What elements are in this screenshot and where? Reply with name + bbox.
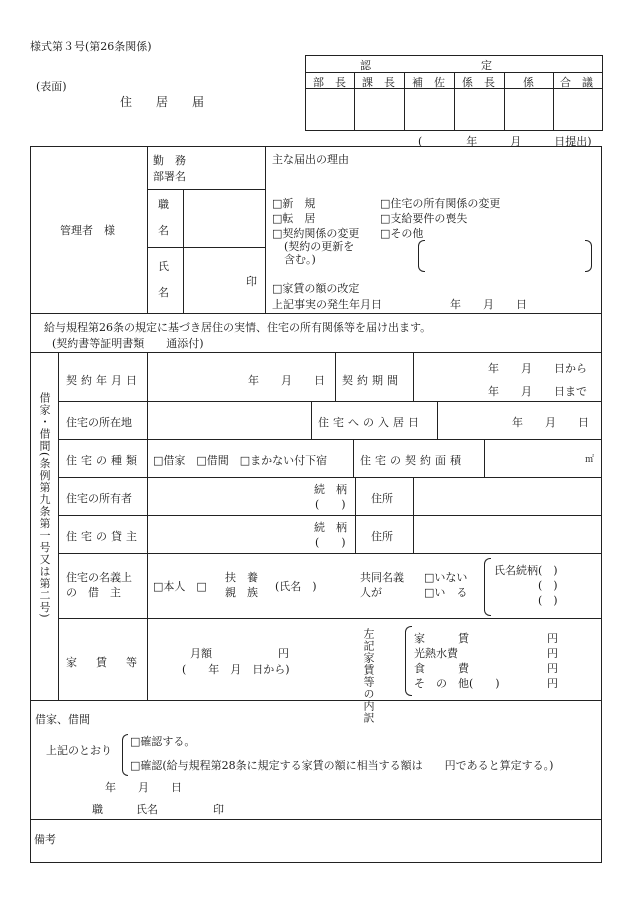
other-bracket-left — [418, 240, 425, 272]
dept-label: 勤 務 部署名 — [153, 154, 186, 183]
front-side-label: (表面) — [36, 80, 67, 93]
owner-address-label: 住所 — [371, 492, 393, 505]
movein-date: 年 月 日 — [512, 416, 589, 429]
lender-relation-label: 続 柄 — [314, 521, 347, 534]
approval-option-calc[interactable]: □確認(給与規程第28条に規定する家賃の額に相当する額は 円であると算定する。) — [130, 759, 554, 772]
approval-col-bucho: 部 長 — [313, 76, 346, 89]
type-label: 住宅の種類 — [66, 454, 141, 467]
rent-item-other: そ の 他( ) — [414, 677, 500, 690]
approval-heading: 認 定 — [360, 59, 492, 72]
form-number: 様式第３号(第26条関係) — [30, 40, 152, 53]
location-label: 住宅の所在地 — [66, 416, 132, 429]
reason-ownership-change[interactable]: □住宅の所有関係の変更 — [380, 197, 501, 210]
reason-loss-eligibility[interactable]: □支給要件の喪失 — [380, 212, 468, 225]
approval-option-confirm[interactable]: □確認する。 — [130, 735, 196, 748]
side-label: 借家・借間(条例第九条第一号又は第二号) — [38, 392, 51, 619]
reason-move[interactable]: □転 居 — [272, 212, 316, 225]
reason-heading: 主な届出の理由 — [272, 153, 349, 166]
period-to: 年 月 日まで — [488, 385, 587, 398]
page-title: 住 居 届 — [120, 95, 205, 109]
manager-label: 管理者 様 — [60, 224, 115, 237]
nominee-family: 扶 養 親 族 — [225, 571, 258, 599]
rent-yen-3: 円 — [547, 662, 558, 675]
name-label: 氏 名 — [158, 260, 169, 299]
owner-label: 住宅の所有者 — [66, 492, 132, 505]
lender-label: 住宅の貸主 — [66, 530, 141, 543]
seal-mark: 印 — [246, 275, 257, 288]
joint-options[interactable]: □いない □い る — [424, 571, 468, 599]
area-label: 住宅の契約面積 — [360, 454, 465, 467]
contract-date-label: 契約年月日 — [66, 374, 141, 387]
area-unit: ㎡ — [585, 455, 595, 465]
period-from: 年 月 日から — [488, 362, 587, 375]
approval-signer: 職 氏名 印 — [92, 803, 224, 816]
joint-names: 氏名続柄( ) ( ) ( ) — [494, 564, 558, 607]
owner-relation-value: ( ) — [315, 498, 346, 511]
rent-monthly: 月額 円 — [190, 647, 289, 660]
reason-contract-note2: 含む。) — [284, 253, 316, 266]
rent-yen-2: 円 — [547, 647, 558, 660]
nominee-self[interactable]: □本人 □ — [153, 580, 207, 593]
owner-relation-label: 続 柄 — [314, 483, 347, 496]
reason-new[interactable]: □新 規 — [272, 197, 316, 210]
rent-item-meals: 食 費 — [414, 662, 469, 675]
nominee-name: (氏名 ) — [275, 580, 317, 593]
occurrence-date-label: 上記事実の発生年月日 — [272, 298, 382, 311]
approval-date: 年 月 日 — [105, 781, 182, 794]
reason-rent-change[interactable]: □家賃の額の改定 — [272, 282, 360, 295]
position-label: 職 名 — [158, 198, 169, 237]
rent-from: ( 年 月 日から) — [182, 663, 290, 676]
lender-relation-value: ( ) — [315, 536, 346, 549]
rent-breakdown-label: 左記家賃等の内訳 — [362, 628, 375, 724]
movein-label: 住宅への入居日 — [318, 416, 423, 429]
remarks-label: 備考 — [34, 833, 56, 846]
approval-col-kacho: 課 長 — [362, 76, 395, 89]
rent-label: 家 賃 等 — [66, 656, 141, 669]
rent-item-utilities: 光熱水費 — [414, 647, 458, 660]
approval-col-hosa: 補 佐 — [412, 76, 445, 89]
contract-date-value: 年 月 日 — [248, 374, 325, 387]
reason-contract-note1: (契約の更新を — [284, 240, 355, 253]
other-bracket-right — [585, 240, 592, 272]
submit-date: ( 年 月 日提出) — [418, 135, 592, 148]
declaration-line1: 給与規程第26条の規定に基づき居住の実情、住宅の所有関係等を届け出ます。 — [44, 321, 432, 334]
approval-col-kakari: 係 — [523, 76, 534, 89]
remarks-box — [30, 819, 602, 863]
joint-label: 共同名義 人が — [360, 571, 404, 599]
joint-names-bracket — [484, 558, 491, 616]
rent-yen-4: 円 — [547, 677, 558, 690]
occurrence-date-value: 年 月 日 — [450, 298, 527, 311]
contract-period-label: 契約期間 — [342, 374, 402, 387]
approval-col-kakaricho: 係 長 — [462, 76, 495, 89]
reason-other[interactable]: □その他 — [380, 227, 424, 240]
lender-address-label: 住所 — [371, 530, 393, 543]
rent-yen-1: 円 — [547, 632, 558, 645]
reason-contract-change[interactable]: □契約関係の変更 — [272, 227, 360, 240]
declaration-line2: (契約書等証明書類 通添付) — [52, 337, 204, 350]
rent-item-rent: 家 賃 — [414, 632, 469, 645]
approval-bracket — [122, 734, 128, 776]
type-options[interactable]: □借家 □借間 □まかない付下宿 — [153, 454, 328, 467]
approval-col-gogi: 合 議 — [560, 76, 593, 89]
approval-heading-text: 借家、借間 — [35, 713, 90, 726]
rent-breakdown-bracket — [405, 626, 412, 696]
nominee-label: 住宅の名義上 の 借 主 — [66, 571, 132, 599]
as-above-label: 上記のとおり — [46, 744, 112, 757]
